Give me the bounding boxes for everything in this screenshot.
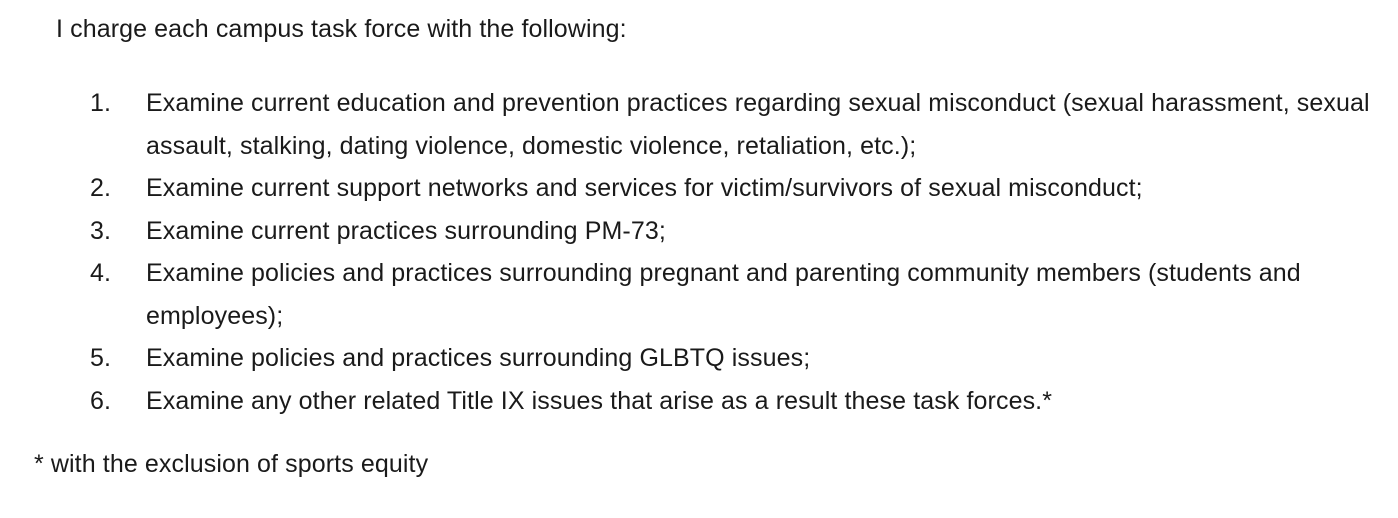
list-item <box>90 210 1380 253</box>
list-item-text: Examine current practices surrounding PM-73; <box>146 216 666 245</box>
list-item-text: Examine current support networks and services for victim/survivors of sexual misconduct; <box>146 174 1143 202</box>
list-item <box>90 337 1380 380</box>
list-item-text: Examine policies and practices surrounding GLBTQ issues; <box>146 344 811 372</box>
list-item <box>90 252 1380 337</box>
list-item-text: Examine any other related Title IX issues that arise as a result these task forces.* <box>146 386 1053 415</box>
list-item-text: Examine current education and prevention practices regarding sexual misconduct (sexual harassment, sexual assault, stalking, dating violence, domestic violence, retaliation, etc.); <box>146 89 1370 160</box>
list-item-number: 3. <box>90 216 112 245</box>
list-item <box>90 82 1380 167</box>
list-item-number: 4. <box>90 259 112 287</box>
list-item-text: Examine policies and practices surrounding pregnant and parenting community members (students and employees); <box>146 259 1301 330</box>
list-item-number: 2. <box>90 174 112 202</box>
footnote: * with the exclusion of sports equity <box>34 450 429 478</box>
intro-text: I charge each campus task force with the following: <box>56 15 627 43</box>
list-item-number: 5. <box>90 344 112 372</box>
list-item <box>90 380 1380 423</box>
list-item <box>90 167 1380 210</box>
list-item-number: 6. <box>90 386 112 415</box>
charge-list <box>90 82 1380 422</box>
list-item-number: 1. <box>90 89 112 117</box>
